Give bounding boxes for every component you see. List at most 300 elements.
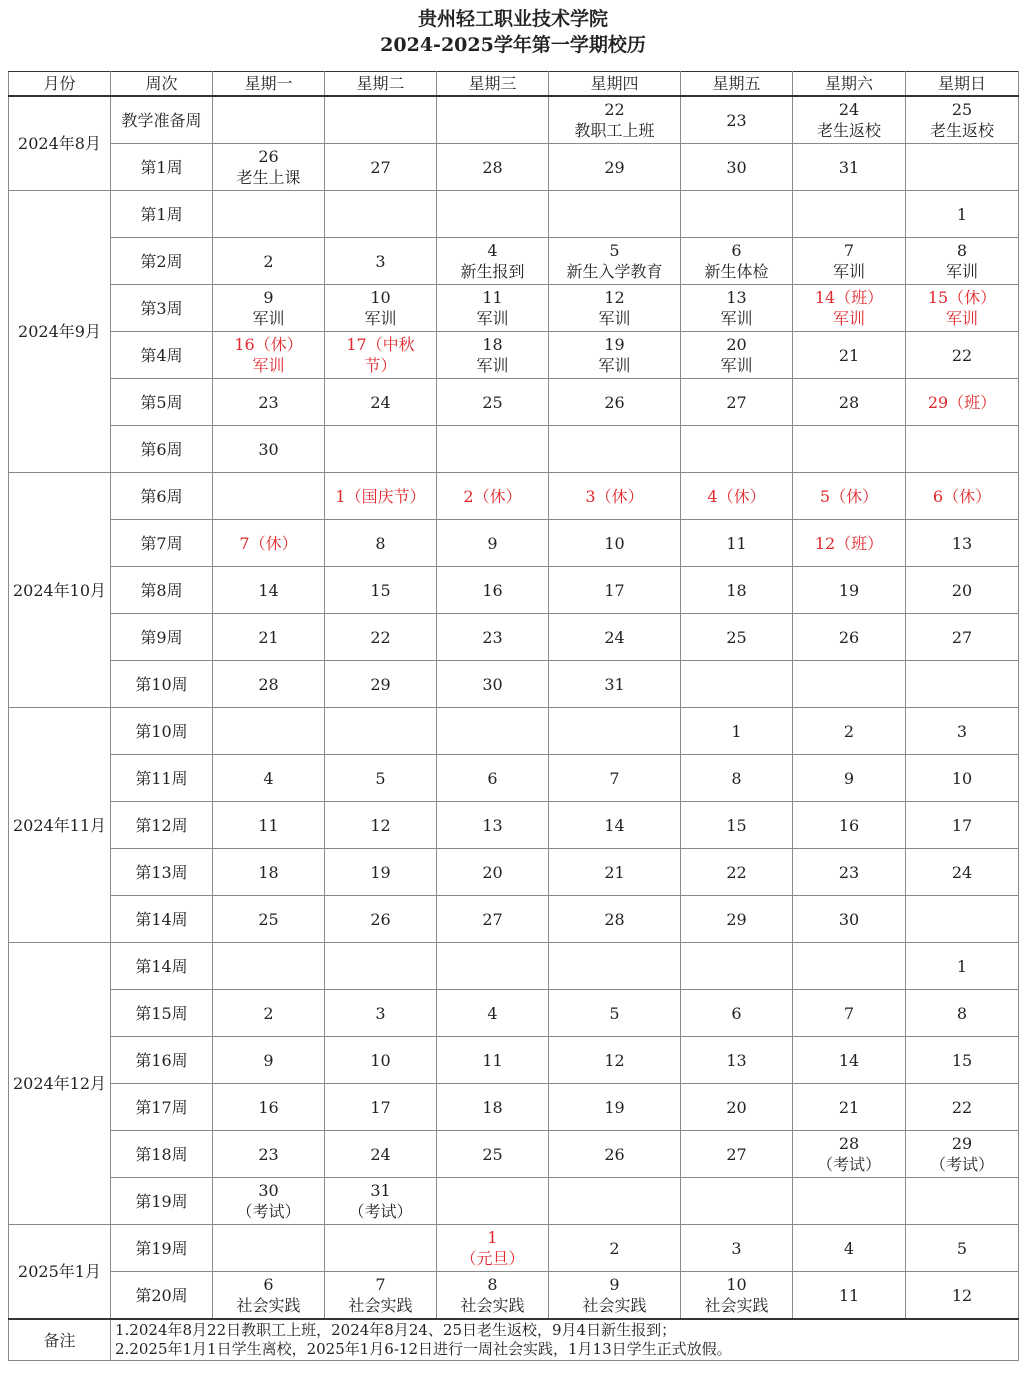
column-header: 月份 <box>9 72 111 97</box>
day-number: 23 <box>726 110 747 130</box>
day-cell <box>325 1272 437 1320</box>
day-number: 16（休） <box>234 335 303 354</box>
day-number: 16 <box>482 580 503 600</box>
day-event: 教职工上班 <box>574 121 655 140</box>
day-cell <box>213 520 325 567</box>
day-cell <box>681 96 793 144</box>
day-cell <box>681 990 793 1037</box>
day-event: 社会实践 <box>704 1296 769 1315</box>
day-number: 25 <box>258 909 279 929</box>
day-cell <box>325 426 437 473</box>
day-cell <box>549 614 681 661</box>
day-number: 5 <box>956 1238 968 1258</box>
day-cell <box>793 755 906 802</box>
week-label: 第10周 <box>111 708 213 755</box>
day-cell <box>549 426 681 473</box>
day-number: 31 <box>838 157 860 177</box>
day-number: 7 <box>609 768 620 788</box>
day-event: 军训 <box>598 356 631 375</box>
day-number: 31 <box>604 674 625 694</box>
day-number: 28 <box>258 674 279 694</box>
column-header: 星期日 <box>906 72 1019 97</box>
week-row <box>9 1178 1019 1225</box>
day-number: 7 <box>375 1275 386 1294</box>
day-number: 12（班） <box>814 533 884 553</box>
day-cell <box>549 144 681 191</box>
day-cell <box>906 755 1019 802</box>
day-cell <box>213 96 325 144</box>
day-number: 3 <box>731 1238 742 1258</box>
day-number: 1（国庆节） <box>335 486 426 506</box>
day-cell <box>906 1131 1019 1178</box>
day-number: 25 <box>726 627 747 647</box>
day-number: 1 <box>731 721 742 741</box>
day-number: 17 <box>951 815 973 835</box>
note-line: 1.2024年8月22日教职工上班，2024年8月24、25日老生返校，9月4日新生报到； <box>115 1321 677 1339</box>
day-event: （元旦） <box>460 1249 525 1268</box>
day-number: 21 <box>838 345 860 365</box>
day-cell <box>681 332 793 379</box>
day-cell <box>325 708 437 755</box>
day-cell <box>325 567 437 614</box>
day-event: 老生返校 <box>929 121 994 140</box>
day-number: 4 <box>487 1003 498 1023</box>
day-cell <box>681 1272 793 1320</box>
notes-row <box>9 1319 1019 1361</box>
day-cell <box>549 96 681 144</box>
day-cell <box>906 473 1019 520</box>
day-number: 8 <box>731 768 742 788</box>
week-row <box>9 332 1019 379</box>
week-row <box>9 238 1019 285</box>
day-cell <box>549 1037 681 1084</box>
day-cell <box>325 661 437 708</box>
day-cell <box>793 191 906 238</box>
day-cell <box>437 473 549 520</box>
day-cell <box>681 1084 793 1131</box>
day-cell <box>325 943 437 990</box>
day-cell <box>213 1225 325 1272</box>
day-cell <box>437 755 549 802</box>
day-cell <box>549 473 681 520</box>
day-number: 28 <box>604 909 625 929</box>
day-number: 15（休） <box>927 288 997 307</box>
day-event: （考试） <box>236 1202 301 1221</box>
month-label: 2025年1月 <box>9 1225 111 1320</box>
week-label: 第18周 <box>111 1131 213 1178</box>
day-cell <box>437 144 549 191</box>
day-number: 9 <box>263 1050 274 1070</box>
week-label: 第15周 <box>111 990 213 1037</box>
day-event: 军训 <box>476 356 509 375</box>
day-number: 22 <box>604 100 625 119</box>
day-cell <box>549 661 681 708</box>
week-row <box>9 614 1019 661</box>
day-number: 6（休） <box>932 486 992 506</box>
day-cell <box>793 1084 906 1131</box>
day-cell <box>681 1178 793 1225</box>
day-cell <box>906 520 1019 567</box>
week-label: 教学准备周 <box>111 96 213 144</box>
day-number: 19 <box>604 335 625 354</box>
day-cell <box>325 379 437 426</box>
day-event: 军训 <box>252 309 285 328</box>
day-cell <box>549 755 681 802</box>
day-number: 27 <box>726 392 747 412</box>
day-number: 29（班） <box>927 392 997 412</box>
calendar-title <box>8 6 1018 70</box>
day-cell <box>681 379 793 426</box>
day-cell <box>213 191 325 238</box>
day-number: 5（休） <box>819 486 879 506</box>
day-number: 3 <box>375 251 386 271</box>
day-cell <box>793 896 906 943</box>
day-number: 13 <box>951 533 973 553</box>
day-cell <box>213 943 325 990</box>
day-number: 22 <box>370 627 391 647</box>
day-number: 24 <box>370 392 391 412</box>
day-cell <box>549 379 681 426</box>
day-number: 11 <box>838 1285 860 1305</box>
day-event: 军训 <box>252 356 285 375</box>
day-number: 26 <box>258 147 279 166</box>
day-cell <box>793 1037 906 1084</box>
day-event: 军训 <box>364 309 397 328</box>
week-label: 第8周 <box>111 567 213 614</box>
day-cell <box>906 1037 1019 1084</box>
day-cell <box>681 191 793 238</box>
day-number: 7 <box>843 1003 855 1023</box>
day-cell <box>549 191 681 238</box>
day-event: 社会实践 <box>348 1296 413 1315</box>
day-cell <box>213 849 325 896</box>
day-cell <box>793 379 906 426</box>
day-cell <box>906 1178 1019 1225</box>
school-name: 贵州轻工职业技术学院 <box>417 8 608 30</box>
week-label: 第4周 <box>111 332 213 379</box>
day-number: 17 <box>370 1097 391 1117</box>
day-cell <box>549 1272 681 1320</box>
day-number: 1 <box>956 204 968 224</box>
day-number: 18 <box>482 1097 503 1117</box>
day-number: 6 <box>487 768 498 788</box>
day-event: 老生上课 <box>236 168 301 187</box>
day-number: 5 <box>609 1003 620 1023</box>
day-cell <box>549 849 681 896</box>
day-cell <box>213 1178 325 1225</box>
day-cell <box>906 896 1019 943</box>
day-cell <box>906 285 1019 332</box>
day-cell <box>437 1225 549 1272</box>
day-cell <box>325 332 437 379</box>
week-row <box>9 520 1019 567</box>
day-event: （考试） <box>816 1155 881 1174</box>
day-event: 新生入学教育 <box>566 262 663 281</box>
day-number: 31 <box>370 1181 391 1200</box>
semester-title: 2024-2025学年第一学期校历 <box>380 34 646 56</box>
day-number: 8 <box>956 241 968 260</box>
day-cell <box>213 1131 325 1178</box>
day-cell <box>549 990 681 1037</box>
day-cell <box>793 849 906 896</box>
day-number: 12 <box>951 1285 973 1305</box>
day-number: 23 <box>838 862 860 882</box>
day-number: 23 <box>482 627 503 647</box>
school-calendar-table <box>8 71 1019 1361</box>
week-label: 第10周 <box>111 661 213 708</box>
day-number: 20 <box>726 335 747 354</box>
day-cell <box>437 379 549 426</box>
day-number: 30 <box>726 157 747 177</box>
day-cell <box>437 520 549 567</box>
column-header: 周次 <box>111 72 213 97</box>
day-cell <box>325 849 437 896</box>
day-cell <box>325 1225 437 1272</box>
day-event: 社会实践 <box>236 1296 301 1315</box>
day-number: 24 <box>604 627 625 647</box>
day-event: 军训 <box>945 262 978 281</box>
day-cell <box>793 990 906 1037</box>
day-cell <box>681 1037 793 1084</box>
day-cell <box>906 238 1019 285</box>
day-number: 9 <box>843 768 855 788</box>
day-cell <box>681 144 793 191</box>
day-cell <box>437 849 549 896</box>
notes-label: 备注 <box>9 1319 111 1361</box>
day-cell <box>325 1037 437 1084</box>
day-cell <box>549 285 681 332</box>
day-cell <box>793 708 906 755</box>
day-number: 18 <box>482 335 503 354</box>
day-cell <box>549 708 681 755</box>
day-cell <box>681 285 793 332</box>
day-number: 21 <box>604 862 625 882</box>
day-number: 30 <box>482 674 503 694</box>
day-number: 11 <box>258 815 279 835</box>
week-row <box>9 943 1019 990</box>
day-number: 13 <box>482 815 503 835</box>
column-header: 星期二 <box>325 72 437 97</box>
day-cell <box>906 144 1019 191</box>
week-row <box>9 285 1019 332</box>
week-label: 第6周 <box>111 473 213 520</box>
day-number: 4（休） <box>707 486 766 506</box>
day-cell <box>325 990 437 1037</box>
day-cell <box>437 567 549 614</box>
day-number: 27 <box>482 909 503 929</box>
day-number: 29 <box>951 1134 973 1153</box>
week-row <box>9 96 1019 144</box>
day-cell <box>793 614 906 661</box>
day-number: 20 <box>726 1097 747 1117</box>
day-cell <box>437 426 549 473</box>
day-cell <box>793 1131 906 1178</box>
day-cell <box>213 755 325 802</box>
day-number: 29 <box>370 674 391 694</box>
column-header: 星期三 <box>437 72 549 97</box>
week-row <box>9 990 1019 1037</box>
day-cell <box>549 896 681 943</box>
day-number: 10 <box>604 533 625 553</box>
day-number: 8 <box>375 533 386 553</box>
day-number: 3 <box>956 721 968 741</box>
day-number: 8 <box>956 1003 968 1023</box>
day-number: 3（休） <box>585 486 644 506</box>
week-label: 第14周 <box>111 896 213 943</box>
week-label: 第14周 <box>111 943 213 990</box>
week-label: 第19周 <box>111 1178 213 1225</box>
day-cell <box>793 96 906 144</box>
day-number: 1 <box>487 1228 498 1247</box>
day-cell <box>906 708 1019 755</box>
day-cell <box>793 144 906 191</box>
day-cell <box>213 1272 325 1320</box>
day-number: 10 <box>726 1275 747 1294</box>
day-number: 24 <box>370 1144 391 1164</box>
month-label: 2024年11月 <box>9 708 111 943</box>
day-cell <box>906 1084 1019 1131</box>
day-cell <box>681 661 793 708</box>
day-number: 17 <box>604 580 625 600</box>
week-label: 第11周 <box>111 755 213 802</box>
day-cell <box>793 238 906 285</box>
day-cell <box>325 238 437 285</box>
day-event: 社会实践 <box>460 1296 525 1315</box>
day-number: 22 <box>951 345 973 365</box>
day-number: 14（班） <box>814 288 884 307</box>
day-cell <box>681 614 793 661</box>
day-number: 11 <box>726 533 747 553</box>
day-cell <box>325 896 437 943</box>
day-cell <box>213 990 325 1037</box>
day-number: 9 <box>487 533 498 553</box>
day-number: 15 <box>951 1050 973 1070</box>
day-number: 20 <box>951 580 973 600</box>
day-number: 12 <box>370 815 391 835</box>
day-cell <box>325 144 437 191</box>
day-cell <box>681 473 793 520</box>
day-number: 7 <box>843 241 855 260</box>
week-row <box>9 1131 1019 1178</box>
day-cell <box>906 1272 1019 1320</box>
day-number: 16 <box>838 815 860 835</box>
week-row <box>9 144 1019 191</box>
day-number: 8 <box>487 1275 498 1294</box>
day-cell <box>906 990 1019 1037</box>
day-cell <box>437 96 549 144</box>
day-number: 9 <box>263 288 274 307</box>
day-number: 26 <box>604 1144 625 1164</box>
day-number: 21 <box>258 627 279 647</box>
day-cell <box>793 285 906 332</box>
day-number: 26 <box>370 909 391 929</box>
week-label: 第20周 <box>111 1272 213 1320</box>
week-label: 第6周 <box>111 426 213 473</box>
week-label: 第9周 <box>111 614 213 661</box>
week-row <box>9 1225 1019 1272</box>
day-cell <box>681 567 793 614</box>
week-row <box>9 426 1019 473</box>
day-cell <box>325 802 437 849</box>
week-row <box>9 708 1019 755</box>
day-number: 11 <box>482 288 503 307</box>
day-cell <box>437 1037 549 1084</box>
day-cell <box>213 238 325 285</box>
day-cell <box>793 1225 906 1272</box>
day-number: 18 <box>726 580 747 600</box>
note-line: 2.2025年1月1日学生离校，2025年1月6-12日进行一周社会实践，1月13日学生正式放假。 <box>115 1340 732 1358</box>
day-cell <box>213 285 325 332</box>
day-number: 28 <box>838 392 860 412</box>
day-number: 21 <box>838 1097 860 1117</box>
day-cell <box>906 614 1019 661</box>
day-number: 10 <box>370 1050 391 1070</box>
day-cell <box>681 708 793 755</box>
day-number: 25 <box>482 392 503 412</box>
day-number: 7（休） <box>239 533 298 553</box>
month-label: 2024年10月 <box>9 473 111 708</box>
day-cell <box>325 285 437 332</box>
day-cell <box>437 1131 549 1178</box>
day-event: （考试） <box>929 1155 994 1174</box>
day-cell <box>681 755 793 802</box>
day-number: 10 <box>370 288 391 307</box>
day-cell <box>213 1084 325 1131</box>
column-header: 星期六 <box>793 72 906 97</box>
day-cell <box>549 1084 681 1131</box>
day-cell <box>437 1084 549 1131</box>
month-label: 2024年12月 <box>9 943 111 1225</box>
day-cell <box>549 802 681 849</box>
day-number: 30 <box>258 1181 279 1200</box>
day-cell <box>213 661 325 708</box>
day-event: 军训 <box>598 309 631 328</box>
week-row <box>9 896 1019 943</box>
day-number: 19 <box>604 1097 625 1117</box>
week-label: 第1周 <box>111 144 213 191</box>
day-cell <box>549 1178 681 1225</box>
day-number: 26 <box>838 627 860 647</box>
day-cell <box>213 614 325 661</box>
day-cell <box>681 520 793 567</box>
day-number: 9 <box>609 1275 620 1294</box>
day-cell <box>325 1084 437 1131</box>
day-cell <box>549 567 681 614</box>
week-label: 第7周 <box>111 520 213 567</box>
day-cell <box>549 1225 681 1272</box>
day-number: 2 <box>609 1238 620 1258</box>
day-cell <box>793 1178 906 1225</box>
week-row <box>9 473 1019 520</box>
day-cell <box>906 379 1019 426</box>
day-number: 30 <box>838 909 860 929</box>
day-cell <box>549 1131 681 1178</box>
day-cell <box>325 520 437 567</box>
notes-content <box>111 1319 1019 1361</box>
day-cell <box>325 473 437 520</box>
day-number: 6 <box>731 1003 742 1023</box>
day-cell <box>906 332 1019 379</box>
day-number: 19 <box>838 580 860 600</box>
day-cell <box>793 520 906 567</box>
day-number: 14 <box>604 815 625 835</box>
day-number: 17（中秋 <box>346 335 415 354</box>
day-cell <box>906 943 1019 990</box>
day-number: 25 <box>482 1144 503 1164</box>
month-label: 2024年8月 <box>9 96 111 191</box>
day-event: 节） <box>364 356 397 375</box>
day-number: 10 <box>951 768 973 788</box>
